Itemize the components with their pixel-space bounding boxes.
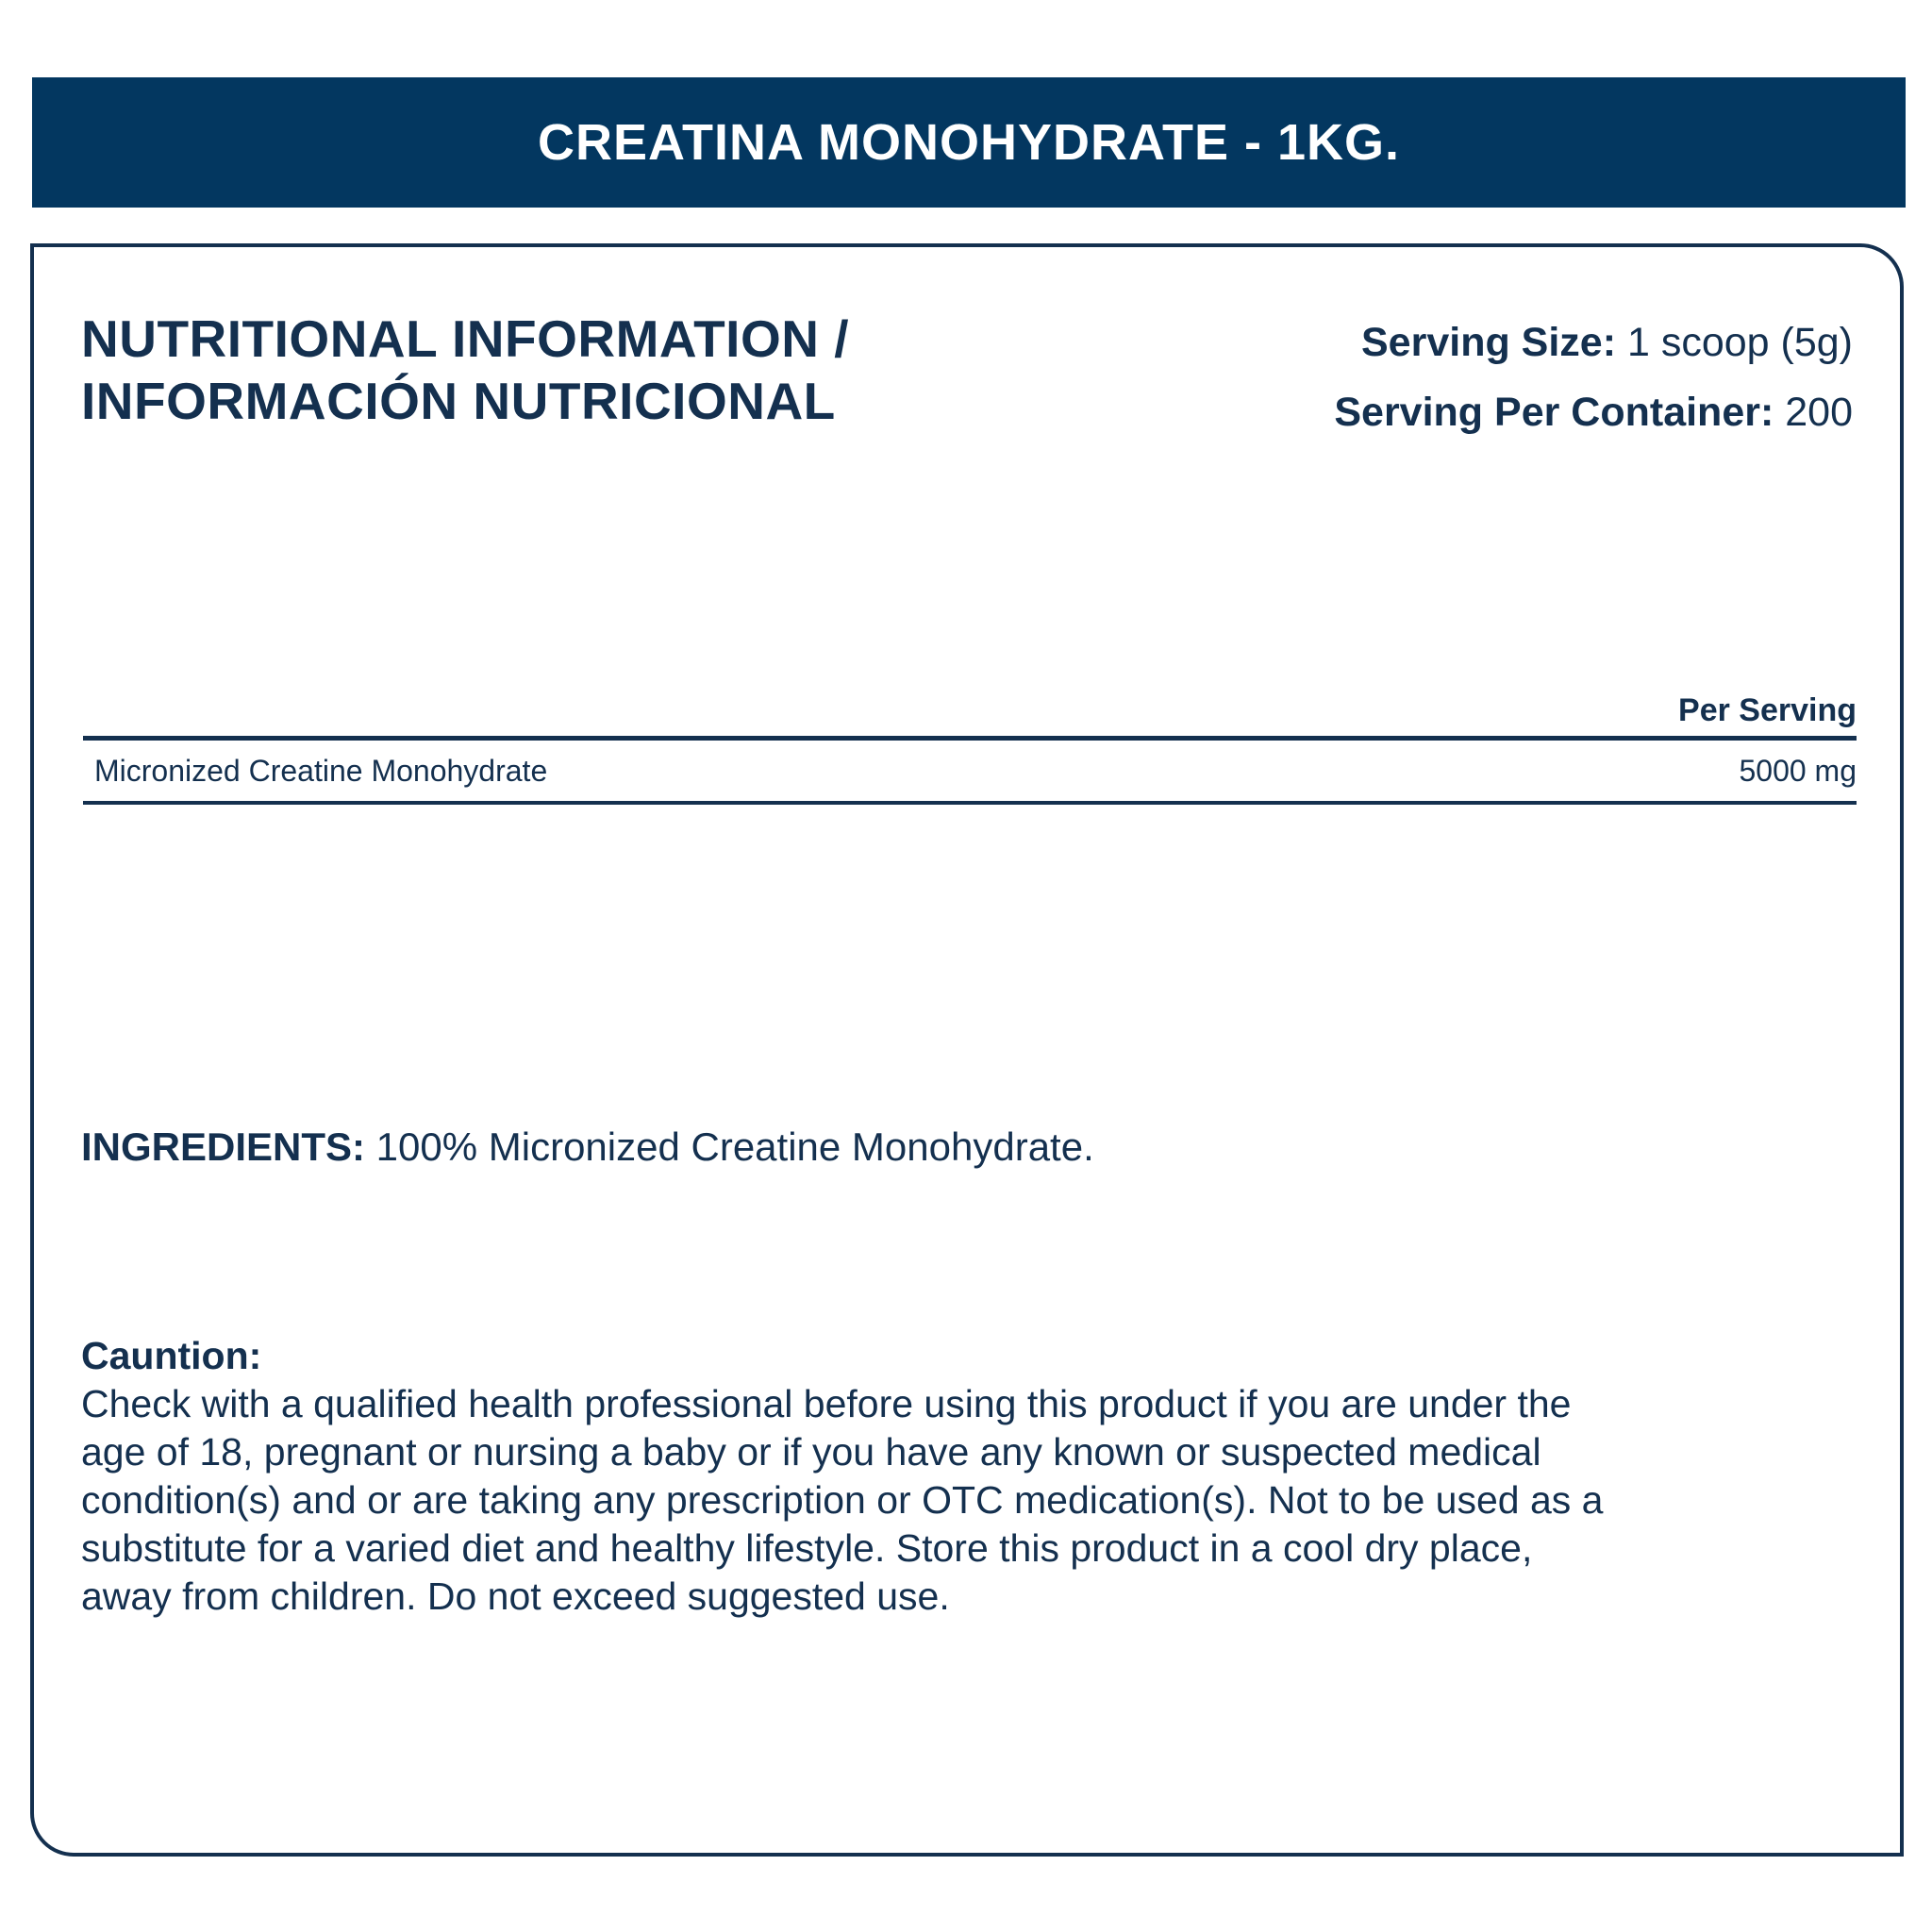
serving-size-value: 1 scoop (5g) bbox=[1616, 320, 1853, 365]
nutrient-amount: 5000 mg bbox=[1739, 753, 1857, 788]
nutrition-heading-line2: INFORMACIÓN NUTRICIONAL bbox=[81, 372, 836, 430]
caution-line: age of 18, pregnant or nursing a baby or if you have any known or suspected medical bbox=[81, 1430, 1541, 1474]
servings-per-container-label: Serving Per Container: bbox=[1334, 390, 1774, 435]
ingredients-label: INGREDIENTS: bbox=[81, 1124, 366, 1169]
table-row bbox=[83, 741, 1857, 805]
servings-per-container-value: 200 bbox=[1774, 390, 1853, 435]
nutrition-panel bbox=[30, 243, 1904, 1857]
title-banner bbox=[32, 77, 1906, 208]
serving-info bbox=[1334, 308, 1853, 447]
serving-size-label: Serving Size: bbox=[1361, 320, 1617, 365]
servings-per-container bbox=[1334, 377, 1853, 447]
caution-line: substitute for a varied diet and healthy lifestyle. Store this product in a cool dry place, bbox=[81, 1526, 1533, 1570]
product-title: CREATINA MONOHYDRATE - 1KG. bbox=[538, 114, 1400, 171]
ingredients-text: 100% Micronized Creatine Monohydrate. bbox=[365, 1124, 1094, 1169]
nutrition-heading bbox=[81, 308, 849, 432]
ingredients bbox=[81, 1124, 1094, 1170]
caution-line: Check with a qualified health professional before using this product if you are under the bbox=[81, 1382, 1572, 1425]
caution-line: away from children. Do not exceed suggested use. bbox=[81, 1574, 950, 1618]
caution-section bbox=[81, 1332, 1855, 1621]
serving-size bbox=[1334, 308, 1853, 377]
nutrient-name: Micronized Creatine Monohydrate bbox=[94, 753, 548, 788]
nutrition-table bbox=[83, 685, 1857, 805]
caution-line: condition(s) and or are taking any prescription or OTC medication(s). Not to be used as a bbox=[81, 1478, 1604, 1522]
caution-text bbox=[81, 1380, 1855, 1621]
nutrition-heading-line1: NUTRITIONAL INFORMATION / bbox=[81, 309, 850, 368]
caution-label: Cauntion: bbox=[81, 1334, 262, 1377]
per-serving-header: Per Serving bbox=[83, 685, 1857, 741]
